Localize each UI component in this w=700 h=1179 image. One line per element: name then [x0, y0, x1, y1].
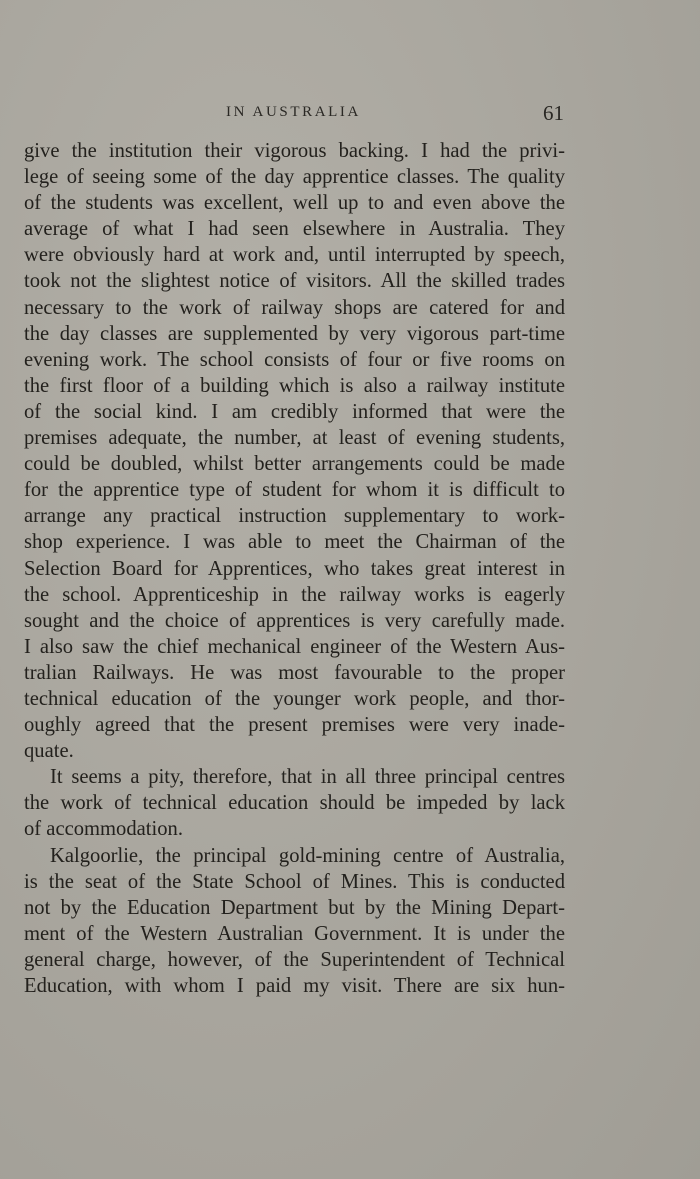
- text-line: were obviously hard at work and, until interrupted by speech,: [24, 244, 565, 267]
- running-head: [24, 101, 564, 127]
- text-line: average of what I had seen elsewhere in Australia. They: [24, 218, 565, 241]
- paragraph-end-line: quate.: [24, 740, 74, 763]
- text-line: oughly agreed that the present premises were very inade-: [24, 714, 565, 737]
- text-line: of the social kind. I am credibly informed that were the: [24, 400, 565, 423]
- text-line: of the students was excellent, well up to and even above the: [24, 192, 565, 215]
- text-line: necessary to the work of railway shops are catered for and: [24, 296, 565, 319]
- page-number: 61: [543, 101, 564, 125]
- text-line: I also saw the chief mechanical engineer of the Western Aus-: [24, 635, 565, 658]
- text-line: Selection Board for Apprentices, who takes great interest in: [24, 557, 565, 580]
- text-line: ment of the Western Australian Government. It is under the: [24, 922, 565, 945]
- paragraph-start-line: Kalgoorlie, the principal gold-mining centre of Australia,: [50, 844, 565, 867]
- text-line: for the apprentice type of student for whom it is difficult to: [24, 479, 565, 502]
- text-line: took not the slightest notice of visitors. All the skilled trades: [24, 270, 565, 293]
- running-title: IN AUSTRALIA: [226, 104, 361, 120]
- text-line: Education, with whom I paid my visit. There are six hun-: [24, 975, 565, 997]
- text-line: technical education of the younger work people, and thor-: [24, 687, 565, 710]
- text-line: not by the Education Department but by the Mining Depart-: [24, 896, 565, 919]
- paragraph-start-line: It seems a pity, therefore, that in all three principal centres: [50, 766, 565, 789]
- text-line: sought and the choice of apprentices is very carefully made.: [24, 609, 565, 632]
- text-line: give the institution their vigorous backing. I had the privi-: [24, 140, 565, 162]
- text-line: tralian Railways. He was most favourable to the proper: [24, 661, 565, 684]
- text-line: the work of technical education should be impeded by lack: [24, 792, 565, 815]
- text-line: the day classes are supplemented by very vigorous part-time: [24, 322, 565, 345]
- text-line: the first floor of a building which is also a railway institute: [24, 374, 565, 397]
- text-line: evening work. The school consists of four or five rooms on: [24, 348, 565, 371]
- text-line: lege of seeing some of the day apprentice classes. The quality: [24, 166, 565, 189]
- body-text: [24, 138, 565, 999]
- text-line: arrange any practical instruction supplementary to work-: [24, 505, 565, 528]
- text-line: is the seat of the State School of Mines. This is conducted: [24, 870, 565, 893]
- text-line: the school. Apprenticeship in the railway works is eagerly: [24, 583, 565, 606]
- paragraph-end-line: of accommodation.: [24, 818, 183, 841]
- text-line: shop experience. I was able to meet the Chairman of the: [24, 531, 565, 554]
- text-line: premises adequate, the number, at least of evening students,: [24, 427, 565, 450]
- text-line: general charge, however, of the Superintendent of Technical: [24, 948, 565, 971]
- text-line: could be doubled, whilst better arrangements could be made: [24, 453, 565, 476]
